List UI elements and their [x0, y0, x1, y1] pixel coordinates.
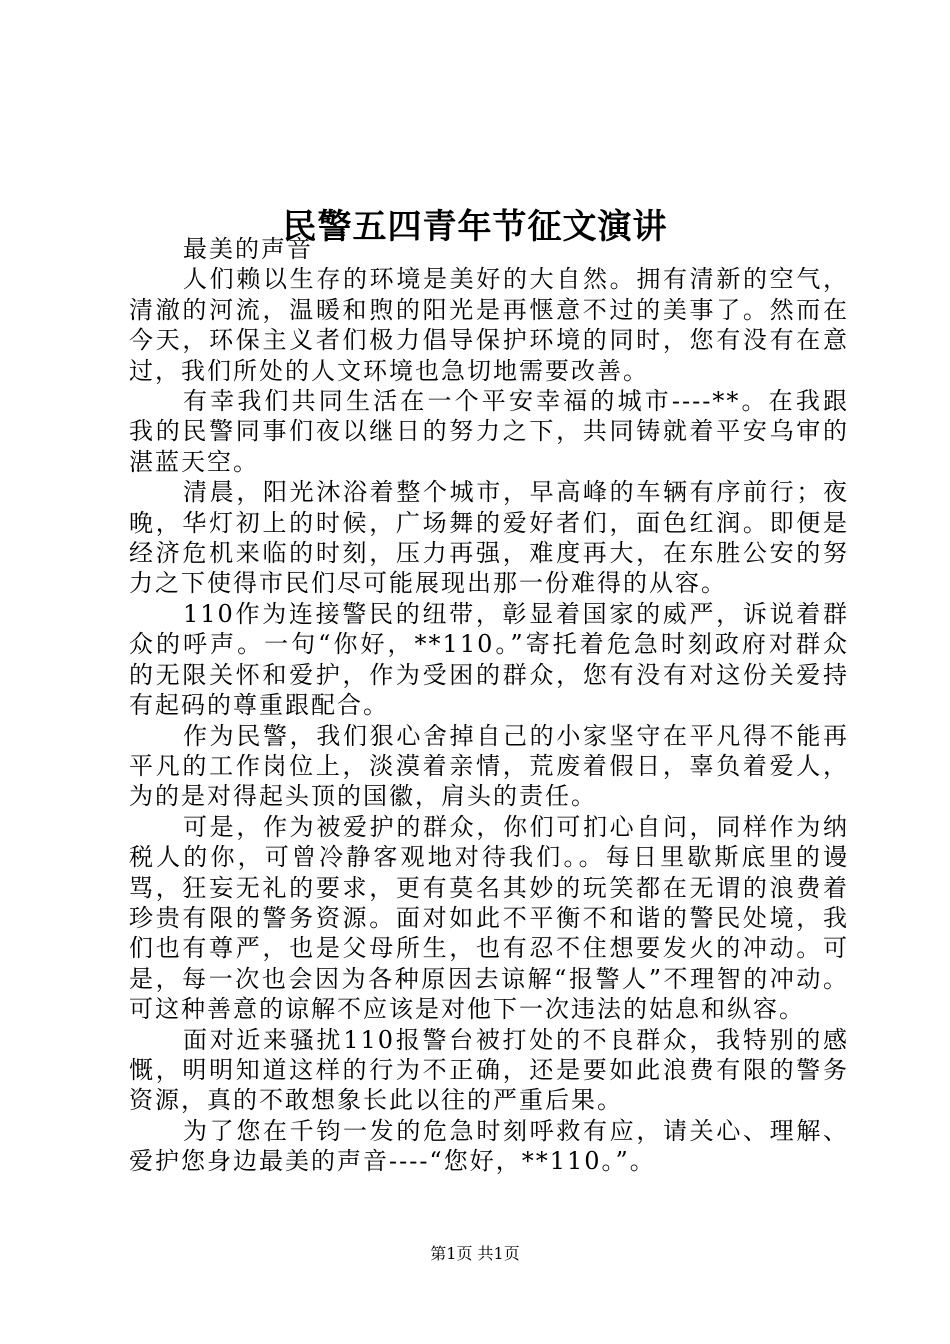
paragraph: 作为民警，我们狠心舍掉自己的小家坚守在平凡得不能再平凡的工作岗位上，淡漠着亲情，荒废着假日，辜负着爱人，为的是对得起头顶的国徽，肩头的责任。: [129, 721, 849, 811]
page-footer: 第1页 共1页: [430, 1244, 520, 1263]
paragraph: 人们赖以生存的环境是美好的大自然。拥有清新的空气，清澈的河流，温暖和煦的阳光是再惬意不过的美事了。然而在今天，环保主义者们极力倡导保护环境的同时，您有没有在意过，我们所处的人文环境也急切地需要改善。: [129, 265, 849, 385]
paragraph-subtitle: 最美的声音: [183, 235, 313, 263]
paragraph: 为了您在千钧一发的危急时刻呼救有应，请关心、理解、爱护您身边最美的声音----“您好，**110。”。: [129, 1116, 849, 1176]
paragraph: 有幸我们共同生活在一个平安幸福的城市----**。在我跟我的民警同事们夜以继日的努力之下，共同铸就着平安乌审的湛蓝天空。: [129, 387, 849, 476]
paragraph: 清晨，阳光沐浴着整个城市，早高峰的车辆有序前行；夜晚，华灯初上的时候，广场舞的爱好者们，面色红润。即便是经济危机来临的时刻，压力再强，难度再大，在东胜公安的努力之下使得市民们尽可能展现出那一份难得的从容。: [129, 478, 849, 598]
paragraph: 面对近来骚扰110报警台被打处的不良群众，我特别的感慨，明明知道这样的行为不正确，还是要如此浪费有限的警务资源，真的不敢想象长此以往的严重后果。: [129, 1025, 849, 1115]
document-body: [129, 234, 849, 1177]
paragraph: 可是，作为被爱护的群众，你们可扪心自问，同样作为纳税人的你，可曾冷静客观地对待我们。。每日里歇斯底里的谩骂，狂妄无礼的要求，更有莫名其妙的玩笑都在无谓的浪费着珍贵有限的警务资源。面对如此不平衡不和谐的警民处境，我们也有尊严，也是父母所生，也有忍不住想要发火的冲动。可是，每一次也会因为各种原因去谅解“报警人”不理智的冲动。可这种善意的谅解不应该是对他下一次违法的姑息和纵容。: [129, 812, 849, 1024]
paragraph: 110作为连接警民的纽带，彰显着国家的威严，诉说着群众的呼声。一句“你好，**110。”寄托着危急时刻政府对群众的无限关怀和爱护，作为受困的群众，您有没有对这份关爱持有起码的尊重跟配合。: [129, 599, 849, 720]
document-title: 民警五四青年节征文演讲: [282, 206, 668, 247]
